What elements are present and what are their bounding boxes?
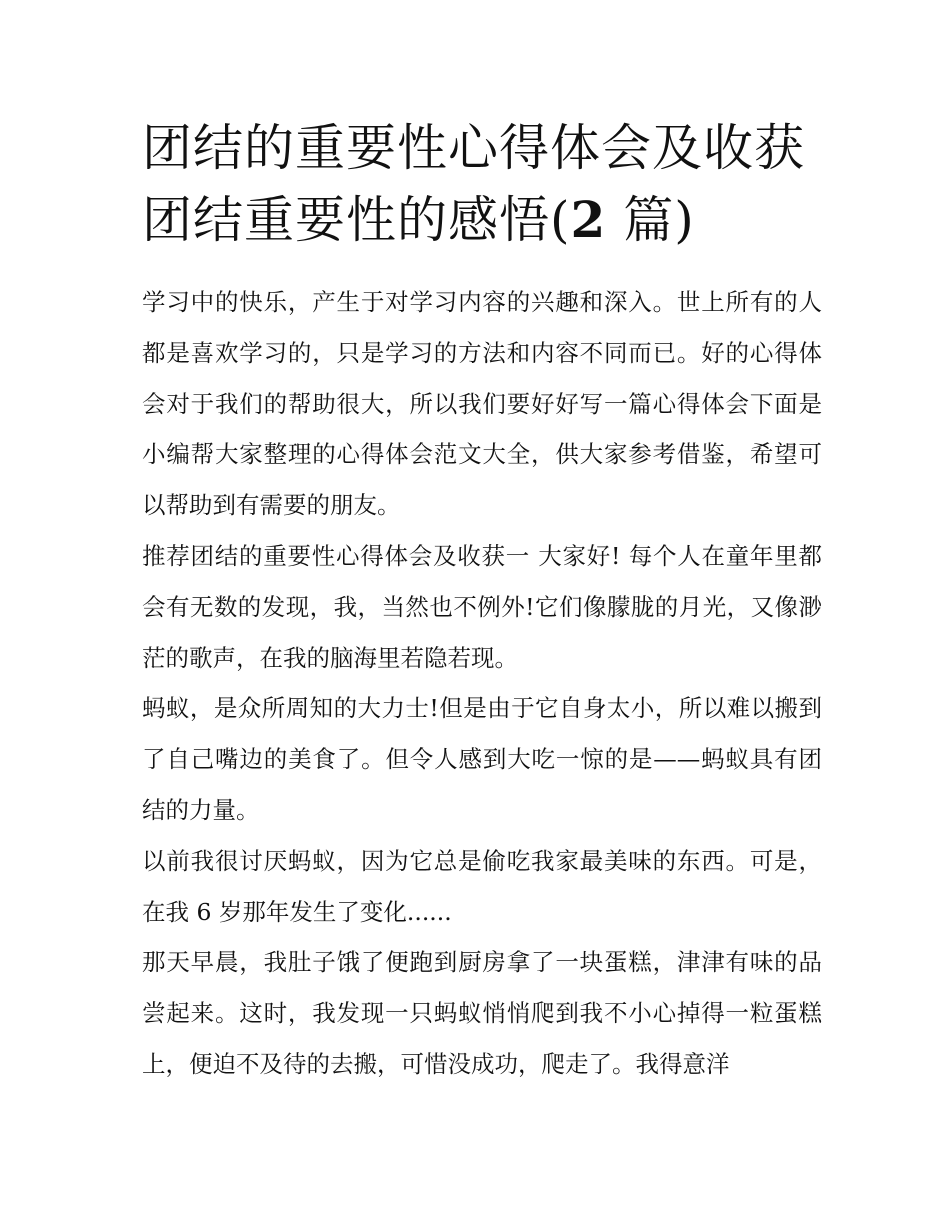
document-title [142,112,822,256]
title-line-2-part-b: 篇) [606,191,695,249]
title-line-1: 团结的重要性心得体会及收获 [142,119,805,177]
paragraph-dislike-ants: 以前我很讨厌蚂蚁，因为它总是偷吃我家最美味的东西。可是，在我 6 岁那年发生了变化...... [142,846,822,926]
document-body [142,277,822,1090]
paragraph-morning-cake: 那天早晨，我肚子饿了便跑到厨房拿了一块蛋糕，津津有味的品尝起来。这时，我发现一只蚂蚁悄悄爬到我不小心掉得一粒蛋糕上，便迫不及待的去搬，可惜没成功，爬走了。我得意洋 [142,948,822,1078]
paragraph-ants-strength: 蚂蚁，是众所周知的大力士!但是由于它自身太小，所以难以搬到了自己嘴边的美食了。但令人感到大吃一惊的是——蚂蚁具有团结的力量。 [142,694,822,824]
paragraph-intro: 学习中的快乐，产生于对学习内容的兴趣和深入。世上所有的人都是喜欢学习的，只是学习的方法和内容不同而已。好的心得体会对于我们的帮助很大，所以我们要好好写一篇心得体会下面是小编帮大家整理的心得体会范文大全，供大家参考借鉴，希望可以帮助到有需要的朋友。 [142,288,822,520]
paragraph-recommend: 推荐团结的重要性心得体会及收获一 大家好! 每个人在童年里都会有无数的发现，我，当然也不例外!它们像朦胧的月光，又像渺茫的歌声，在我的脑海里若隐若现。 [142,541,822,672]
title-line-2-part-a: 团结重要性的感悟( [142,191,571,249]
title-line-2-number: 2 [570,190,607,249]
